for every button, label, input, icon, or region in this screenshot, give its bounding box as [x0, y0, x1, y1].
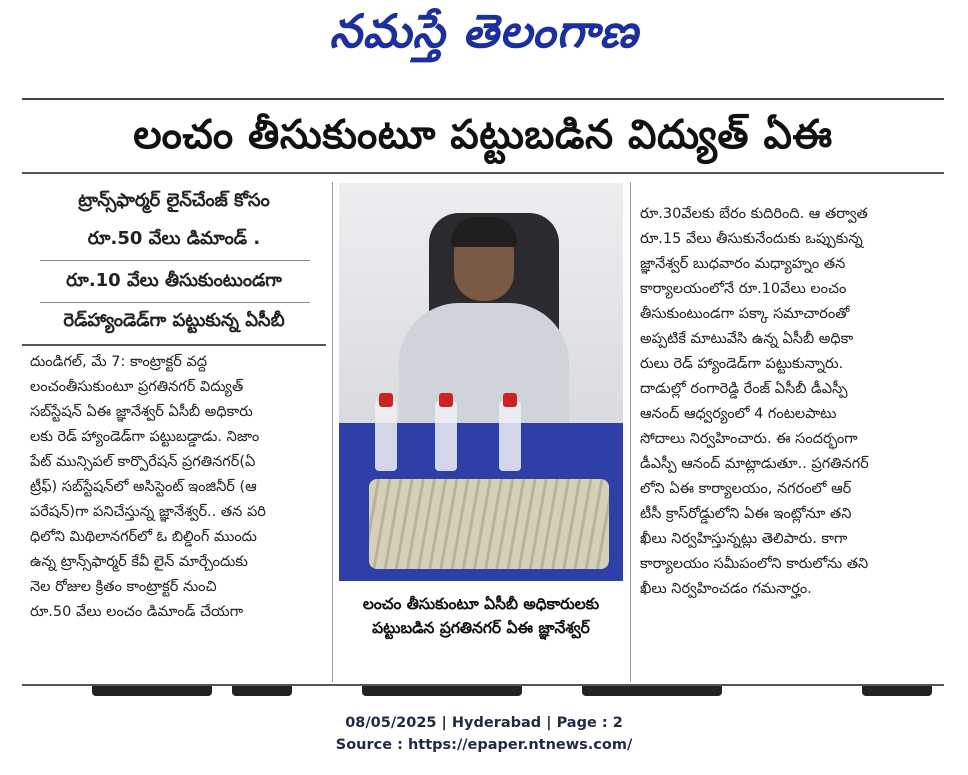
photo-caption	[339, 592, 623, 640]
photo-cash	[369, 479, 609, 569]
body-line: సోదాలు నిర్వహించారు. ఈ సందర్భంగా	[640, 431, 858, 447]
body-line: కార్యాలయం సమీపంలోని కారులోను తని	[640, 556, 869, 572]
body-line: పేట్ మున్సిపల్ కార్పొరేషన్ ప్రగతినగర్(ఏ	[30, 454, 256, 470]
body-line: సబ్‌స్టేషన్ ఏఈ జ్ఞానేశ్వర్ ఏసీబీ అధికారు	[30, 404, 253, 420]
body-line: టీసీ క్రాస్‌రోడ్డులోని ఏఈ ఇంట్లోనూ తని	[640, 506, 852, 522]
photo-bottle	[375, 401, 397, 471]
article-headline: లంచం తీసుకుంటూ పట్టుబడిన విద్యుత్ ఏఈ	[133, 112, 833, 158]
subhead-2: రూ.50 వేలు డిమాండ్ .	[87, 228, 261, 249]
photo-person-hair	[451, 217, 517, 247]
headline-divider	[22, 172, 944, 174]
page-footer	[0, 712, 968, 756]
photo-bottle-cap	[503, 393, 517, 407]
body-line: నెల రోజుల క్రితం కాంట్రాక్టర్ నుంచి	[30, 579, 217, 595]
body-line: ఖీలు నిర్వహిస్తున్నట్లు తెలిపారు. కాగా	[640, 531, 848, 547]
body-line: రూ.50 వేలు లంచం డిమాండ్ చేయగా	[30, 604, 244, 620]
body-line: లకు రెడ్ హ్యాండెడ్‌గా పట్టుబడ్డాడు. నిజాం	[30, 429, 260, 445]
footer-date-line: 08/05/2025 | Hyderabad | Page : 2	[345, 715, 623, 731]
body-line: పరేషన్)గా పనిచేస్తున్న జ్ఞానేశ్వర్.. తన పరి	[30, 504, 266, 520]
caption-line: లంచం తీసుకుంటూ ఏసీబీ అధికారులకు	[362, 595, 600, 613]
subhead-1: ట్రాన్స్‌ఫార్మర్ లైన్‌చేంజ్ కోసం	[78, 190, 270, 211]
masthead	[0, 0, 968, 70]
body-line: కార్యాలయంలోనే రూ.10వేలు లంచం	[640, 281, 847, 297]
subhead-divider	[40, 260, 310, 261]
photo-bottle	[499, 401, 521, 471]
next-headline-cutoff	[22, 686, 944, 696]
body-line: ఆనంద్ ఆధ్వర్యంలో 4 గంటలపాటు	[640, 406, 837, 422]
photo-bottle	[435, 401, 457, 471]
photo-image	[339, 183, 623, 581]
masthead-title: నమస్తే తెలంగాణ	[329, 4, 639, 58]
masthead-divider	[22, 98, 944, 100]
body-line: రూ.30వేలకు బేరం కుదిరింది. ఆ తర్వాత	[640, 206, 868, 222]
body-line: దుండిగల్, మే 7: కాంట్రాక్టర్ వద్ద	[30, 354, 207, 370]
body-line: ఖీలు నిర్వహించడం గమనార్హం.	[640, 581, 812, 597]
left-column	[30, 350, 328, 625]
subhead-4: రెడ్‌హ్యాండెడ్‌గా పట్టుకున్న ఏసీబీ	[63, 310, 285, 331]
body-line: అప్పటికే మాటువేసి ఉన్న ఏసీబీ అధికా	[640, 331, 854, 347]
body-line: లోని ఏఈ కార్యాలయం, నగరంలో ఆర్	[640, 481, 852, 497]
body-line: రూ.15 వేలు తీసుకునేందుకు ఒప్పుకున్న	[640, 231, 863, 247]
subhead-bottom-rule	[22, 344, 326, 346]
body-line: ధిలోని మిథిలానగర్‌లో ఓ బిల్డింగ్ ముందు	[30, 529, 257, 545]
body-line: తీసుకుంటుండగా పక్కా సమాచారంతో	[640, 306, 850, 322]
body-line: ట్రీఫ్) సబ్‌స్టేషన్‌లో అసిస్టెంట్ ఇంజినీర్ (ఆ	[30, 479, 257, 495]
column-divider	[630, 182, 631, 682]
caption-line: పట్టుబడిన ప్రగతినగర్ ఏఈ జ్ఞానేశ్వర్	[372, 619, 590, 637]
photo-bottle-cap	[379, 393, 393, 407]
body-line: జ్ఞానేశ్వర్ బుధవారం మధ్యాహ్నం తన	[640, 256, 846, 272]
footer-source-line: Source : https://epaper.ntnews.com/	[335, 737, 633, 753]
body-line: ఉన్న ట్రాన్స్‌ఫార్మర్ కేవీ లైన్ మార్చేందుకు	[30, 554, 248, 570]
photo-bottle-cap	[439, 393, 453, 407]
subhead-divider	[40, 302, 310, 303]
body-line: దాడుల్లో రంగారెడ్డి రేంజ్ ఏసీబీ డీఎస్పీ	[640, 381, 848, 397]
right-column	[640, 202, 940, 602]
column-divider	[332, 182, 333, 682]
body-line: డీఎస్పీ ఆనంద్ మాట్లాడుతూ.. ప్రగతినగర్	[640, 456, 869, 472]
body-line: రులు రెడ్ హ్యాండెడ్‌గా పట్టుకున్నారు.	[640, 356, 844, 372]
body-line: లంచంతీసుకుంటూ ప్రగతినగర్ విద్యుత్	[30, 379, 244, 395]
subhead-3: రూ.10 వేలు తీసుకుంటుండగా	[66, 270, 282, 291]
